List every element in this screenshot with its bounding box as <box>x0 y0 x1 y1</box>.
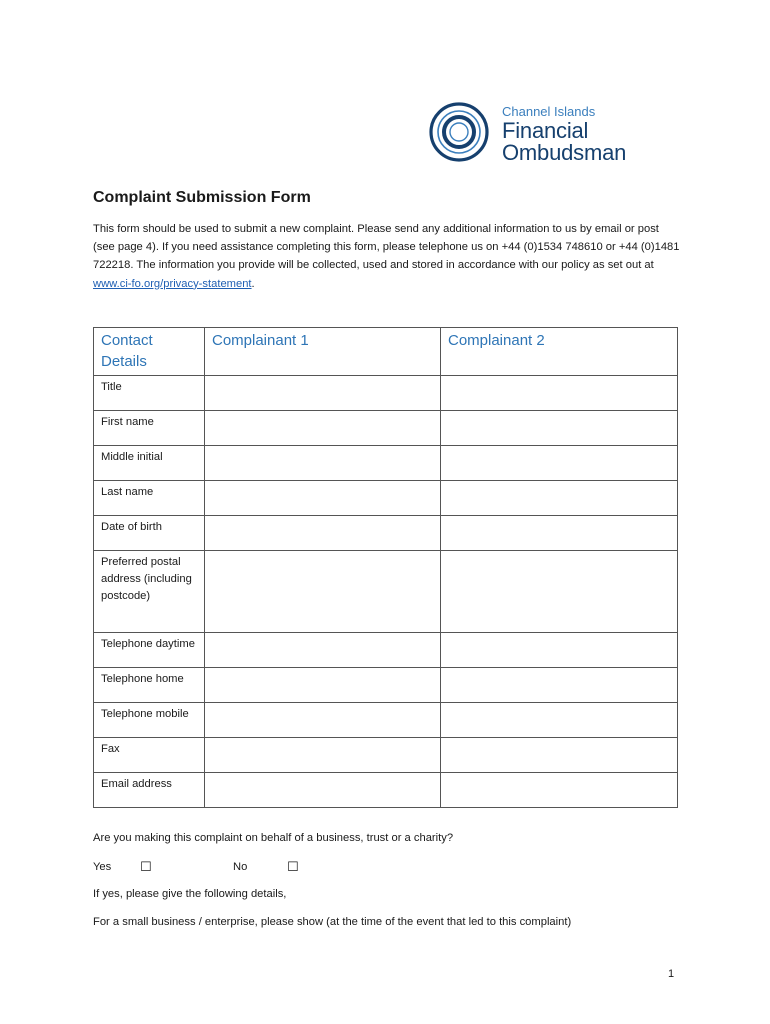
table-row <box>94 376 678 411</box>
row-label-middle-initial: Middle initial <box>94 446 205 481</box>
row-label-email-address: Email address <box>94 773 205 808</box>
logo-rings-icon <box>428 100 490 164</box>
behalf-question: Are you making this complaint on behalf of a business, trust or a charity? <box>93 832 454 844</box>
table-row <box>94 551 678 633</box>
complainant-2-email-address-field[interactable] <box>441 773 678 808</box>
row-label-date-of-birth: Date of birth <box>94 516 205 551</box>
complainant-2-telephone-daytime-field[interactable] <box>441 633 678 668</box>
complainant-2-postal-address-field[interactable] <box>441 551 678 633</box>
complainant-1-middle-initial-field[interactable] <box>205 446 441 481</box>
page-number: 1 <box>668 968 675 980</box>
contact-details-table <box>93 327 678 808</box>
table-row <box>94 633 678 668</box>
table-header-row <box>94 328 678 376</box>
complainant-2-date-of-birth-field[interactable] <box>441 516 678 551</box>
no-checkbox[interactable]: ☐ <box>287 859 299 874</box>
header-contact-details: Contact Details <box>94 328 205 376</box>
complainant-1-date-of-birth-field[interactable] <box>205 516 441 551</box>
complainant-2-last-name-field[interactable] <box>441 481 678 516</box>
yes-label: Yes <box>93 861 112 873</box>
table-row <box>94 738 678 773</box>
intro-end: . <box>251 277 255 290</box>
row-label-last-name: Last name <box>94 481 205 516</box>
logo-line-3: Ombudsman <box>502 140 627 165</box>
complainant-1-email-address-field[interactable] <box>205 773 441 808</box>
table-row <box>94 411 678 446</box>
header-complainant-1: Complainant 1 <box>205 328 441 376</box>
complainant-1-first-name-field[interactable] <box>205 411 441 446</box>
complainant-1-telephone-home-field[interactable] <box>205 668 441 703</box>
logo-line-1: Channel Islands <box>502 104 596 119</box>
privacy-statement-link[interactable]: www.ci-fo.org/privacy-statement <box>93 277 252 290</box>
no-label: No <box>233 861 248 873</box>
complainant-2-fax-field[interactable] <box>441 738 678 773</box>
complainant-1-postal-address-field[interactable] <box>205 551 441 633</box>
small-business-instruction: For a small business / enterprise, please show (at the time of the event that led to this complaint) <box>93 916 572 928</box>
row-label-title: Title <box>94 376 205 411</box>
logo <box>428 100 668 166</box>
table-row <box>94 703 678 738</box>
row-label-postal-address: Preferred postal address (including postcode) <box>94 551 205 633</box>
complainant-2-middle-initial-field[interactable] <box>441 446 678 481</box>
row-label-telephone-mobile: Telephone mobile <box>94 703 205 738</box>
complainant-2-title-field[interactable] <box>441 376 678 411</box>
intro-paragraph <box>93 220 683 293</box>
row-label-first-name: First name <box>94 411 205 446</box>
table-row <box>94 668 678 703</box>
complainant-1-title-field[interactable] <box>205 376 441 411</box>
page-title: Complaint Submission Form <box>93 189 311 206</box>
complainant-1-telephone-mobile-field[interactable] <box>205 703 441 738</box>
row-label-telephone-daytime: Telephone daytime <box>94 633 205 668</box>
complainant-1-fax-field[interactable] <box>205 738 441 773</box>
complainant-1-telephone-daytime-field[interactable] <box>205 633 441 668</box>
if-yes-instruction: If yes, please give the following details, <box>93 888 287 900</box>
logo-line-2: Financial <box>502 118 589 143</box>
table-row <box>94 446 678 481</box>
complainant-2-telephone-mobile-field[interactable] <box>441 703 678 738</box>
row-label-telephone-home: Telephone home <box>94 668 205 703</box>
complainant-1-last-name-field[interactable] <box>205 481 441 516</box>
row-label-fax: Fax <box>94 738 205 773</box>
yes-checkbox[interactable]: ☐ <box>140 859 152 874</box>
table-row <box>94 773 678 808</box>
intro-text: This form should be used to submit a new complaint. Please send any additional information to us by email or post (see page 4). If you need assistance completing this form, please telephone us on +44 (0)1534 748610 or +44 (0)1481 722218. The information you provide will be collected, used and stored in accordance with our policy as set out at <box>93 223 680 272</box>
complainant-2-telephone-home-field[interactable] <box>441 668 678 703</box>
table-row <box>94 516 678 551</box>
header-complainant-2: Complainant 2 <box>441 328 678 376</box>
complainant-2-first-name-field[interactable] <box>441 411 678 446</box>
table-row <box>94 481 678 516</box>
